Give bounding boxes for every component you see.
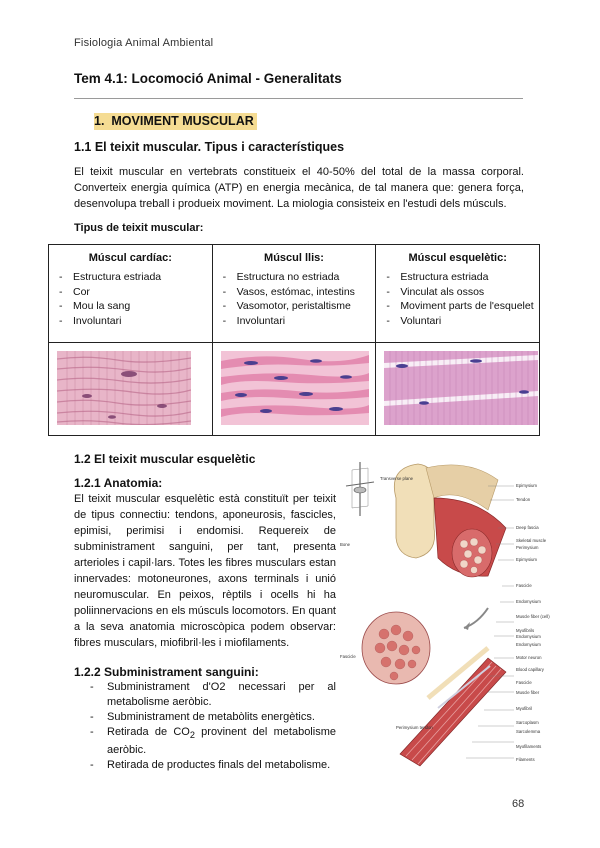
page-title: Tem 4.1: Locomoció Animal - Generalitats: [74, 71, 342, 86]
column-list: [376, 270, 539, 342]
skeletal-muscle-micrograph: [384, 351, 538, 425]
transverse-plane-icon: [346, 462, 374, 516]
subsection-1-2-1-heading: 1.2.1 Anatomia:: [74, 476, 163, 490]
section-1-heading: [94, 113, 257, 130]
intro-paragraph: El teixit muscular en vertebrats constitueix el 40-50% del total de la massa corporal. Converteix energia química (ATP) en energia mecànica, de tal manera que: genera força, desenvolupa treball i produeix moviment. La miologia consisteix en l'estudi dels músculs.: [74, 166, 524, 210]
table-row: [49, 245, 540, 343]
smooth-muscle-micrograph: [221, 351, 369, 425]
column-list: [213, 270, 376, 342]
list-item: - Estructura estriada: [49, 270, 212, 285]
list-item: - Cor: [49, 285, 212, 300]
list-item: - Involuntari: [49, 314, 212, 329]
blood-supply-list: [88, 680, 336, 773]
figure-label: Transverse plane: [380, 476, 414, 481]
list-item: - Subministrament de metabòlits energètics.: [88, 710, 336, 725]
table-row: [49, 343, 540, 436]
skeletal-image-cell: [376, 343, 540, 436]
list-item: - Vasomotor, peristaltisme: [213, 299, 376, 314]
list-item: - Vasos, estómac, intestins: [213, 285, 376, 300]
figure-label: Epimysium: [516, 557, 538, 562]
column-list: [49, 270, 212, 342]
figure-label: Motor neuron: [516, 655, 542, 660]
list-item: - Subministrament d'O2 necessari per al metabolisme aeròbic.: [88, 680, 336, 710]
figure-label: Skeletal muscle: [516, 538, 547, 543]
figure-label: Perimysium tendon: [396, 725, 433, 730]
skeletal-muscle-anatomy-figure: [338, 458, 550, 768]
page-number: 68: [512, 798, 525, 810]
co2-text-before: Retirada de CO: [107, 726, 190, 738]
figure-label: Perimysium: [516, 545, 539, 550]
figure-label: Muscle fiber: [516, 690, 540, 695]
figure-label: Filaments: [516, 757, 535, 762]
co2-subscript: 2: [189, 730, 195, 741]
list-item: - Mou la sang: [49, 299, 212, 314]
figure-label: Deep fascia: [516, 525, 539, 530]
smooth-column: [212, 245, 376, 343]
running-header: Fisiologia Animal Ambiental: [74, 37, 214, 49]
column-title: Múscul esquelètic:: [408, 252, 507, 264]
figure-label: Sarcoplasm: [516, 720, 539, 725]
subsection-1-2-2-heading: 1.2.2 Subministrament sanguini:: [74, 665, 259, 679]
list-item: - Involuntari: [213, 314, 376, 329]
smooth-image-cell: [212, 343, 376, 436]
subsection-1-2-heading: 1.2 El teixit muscular esquelètic: [74, 452, 256, 466]
list-item: - Estructura no estriada: [213, 270, 376, 285]
muscle-types-label: Tipus de teixit muscular:: [74, 222, 204, 234]
list-item: - Vinculat als ossos: [376, 285, 539, 300]
section-1-label: MOVIMENT MUSCULAR: [111, 114, 254, 128]
figure-label: Fascicle: [516, 583, 532, 588]
list-item: - Moviment parts de l'esquelet: [376, 299, 539, 314]
cardiac-column: [49, 245, 213, 343]
section-1-number: 1.: [94, 114, 105, 128]
figure-label: Epimysium: [516, 483, 538, 488]
muscle-types-table: [48, 244, 540, 436]
co2-text-after: provinent del metabolisme aeròbic.: [107, 726, 336, 757]
figure-label: Bone: [340, 542, 351, 547]
subsection-1-1-heading: 1.1 El teixit muscular. Tipus i característiques: [74, 140, 345, 154]
figure-label: Myofibril: [516, 706, 532, 711]
list-item: - Estructura estriada: [376, 270, 539, 285]
figure-label: Fascicle: [340, 654, 356, 659]
figure-label: Myofilaments: [516, 744, 542, 749]
figure-label: Tendon: [516, 497, 531, 502]
cardiac-image-cell: [49, 343, 213, 436]
title-divider: [74, 98, 523, 99]
cardiac-muscle-micrograph: [57, 351, 191, 425]
figure-label: Myofibrils: [516, 628, 535, 633]
list-item: - Voluntari: [376, 314, 539, 329]
figure-label: Sarcolemma: [516, 729, 541, 734]
list-item: [88, 725, 336, 758]
skeletal-column: [376, 245, 540, 343]
column-title: Múscul cardíac:: [88, 252, 172, 264]
figure-label: Endomysium: [516, 634, 541, 639]
anatomy-paragraph: El teixit muscular esquelètic està constituït per teixit de tipus connectiu: tendons, aponeurosis, fascicles, epimisi, perimisi i endomisi. Requereix de subministrament sanguini, per tant, presenta arterioles i capil·lars. Totes les fibres musculars estan innervades: motoneurones, axons terminals i unió neuromuscular. En peixos, rèptils i ocells hi ha poliinnervacions en els músculs locomotors. En quant a la seva anatomia microscòpica podem observar: fibres musculars, miofibril·les i miofilaments.: [74, 493, 336, 649]
list-item: - Retirada de productes finals del metabolisme.: [88, 758, 336, 773]
figure-label: Muscle fiber (cell): [516, 614, 550, 619]
column-title: Múscul llis:: [264, 252, 324, 264]
figure-label: Endomysium: [516, 599, 541, 604]
figure-label: Blood capillary: [516, 667, 544, 672]
figure-label: Fascicle: [516, 680, 532, 685]
figure-label: Endomysium: [516, 642, 541, 647]
